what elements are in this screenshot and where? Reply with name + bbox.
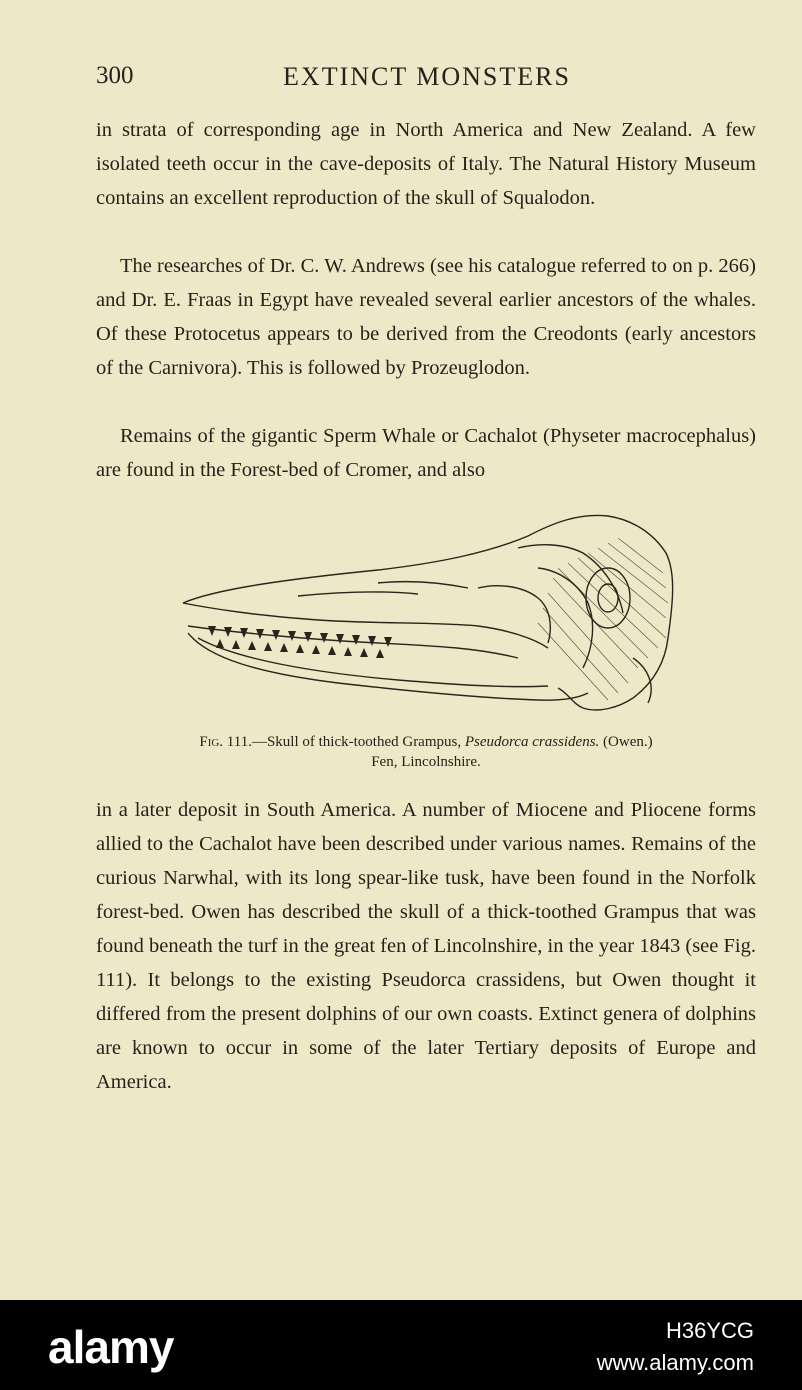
figure-label: Fig. 111. [199, 734, 252, 750]
species-name: Pseudorca crassidens. [464, 734, 600, 750]
brand-logo: alamy [48, 1321, 174, 1373]
paragraph: Remains of the gigantic Sperm Whale or Cachalot (Physeter macrocephalus) are found in the Forest-bed of Cromer, and also [96, 425, 756, 481]
site-url: www.alamy.com [596, 1350, 754, 1375]
figure-caption [96, 732, 756, 772]
page-header [96, 62, 758, 98]
image-id: H36YCG [665, 1318, 754, 1343]
grampus-skull-illustration [178, 508, 678, 723]
caption-line-2: Fen, Lincolnshire. [371, 754, 481, 770]
caption-credit: (Owen.) [599, 734, 653, 750]
paragraph: in strata of corresponding age in North America and New Zealand. A few isolated teeth occur in the cave-deposits of Italy. The Natural History Museum contains an excellent reproduction of the skull of Squalodon. [96, 119, 756, 209]
caption-line-1 [96, 732, 756, 752]
watermark-footer [0, 1300, 802, 1390]
running-title: EXTINCT MONSTERS [283, 62, 571, 91]
paragraph: in a later deposit in South America. A number of Miocene and Pliocene forms allied to the Cachalot have been described under various names. Remains of the curious Narwhal, with its long spear-like tusk, have been found in the Norfolk forest-bed. Owen has described the skull of a thick-toothed Grampus that was found beneath the turf in the great fen of Lincolnshire, in the year 1843 (see Fig. 111). It belongs to the existing Pseudorca crassidens, but Owen thought it differed from the present dolphins of our own coasts. Extinct genera of dolphins are known to occur in some of the later Tertiary deposits of Europe and America. [96, 799, 756, 1093]
caption-text: —Skull of thick-toothed Grampus, [251, 734, 465, 750]
paragraph: The researches of Dr. C. W. Andrews (see his catalogue referred to on p. 266) and Dr. E. Fraas in Egypt have revealed several earlier ancestors of the whales. Of these Protocetus appears to be derived from the Creodonts (early ancestors of the Carnivora). This is followed by Prozeuglodon. [96, 255, 756, 379]
page-number: 300 [96, 62, 134, 89]
